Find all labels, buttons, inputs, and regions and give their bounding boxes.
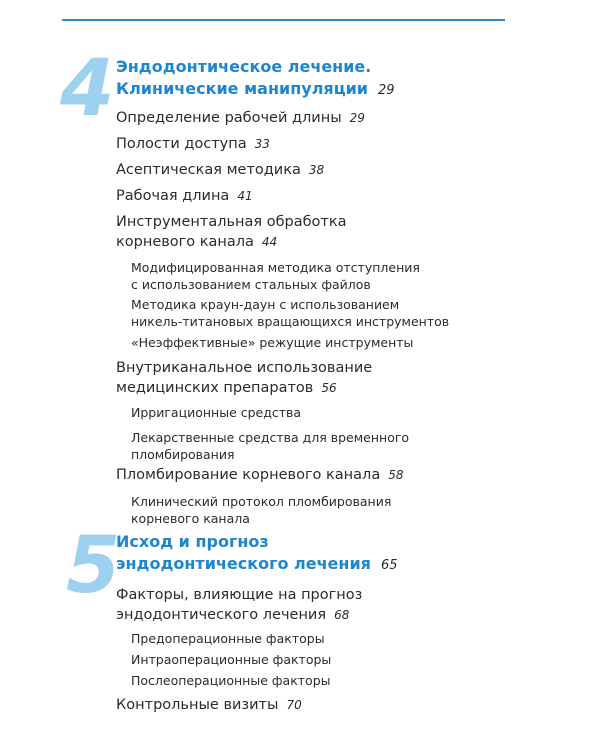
page-number: 33 xyxy=(254,137,270,151)
subentry-text: Клинический протокол пломбирования xyxy=(131,494,392,509)
chapter-title-line: Исход и прогноз xyxy=(116,532,269,551)
entry-text: Факторы, влияющие на прогноз xyxy=(116,587,363,603)
entry-text: медицинских препаратов xyxy=(116,380,314,396)
subentry-text: Ирригационные средства xyxy=(131,405,302,420)
toc-entry xyxy=(116,186,253,206)
page-number: 38 xyxy=(308,163,325,177)
entry-text: Асептическая методика xyxy=(116,162,301,178)
subentry-text: пломбирования xyxy=(131,447,235,462)
subentry-text: Интраоперационные факторы xyxy=(131,652,332,667)
page-number: 29 xyxy=(349,111,365,125)
subentry-text: Лекарственные средства для временного xyxy=(131,430,410,445)
subentry-text: Методика краун-даун с использованием xyxy=(131,297,400,312)
page-number: 29 xyxy=(377,83,395,98)
toc-entry xyxy=(116,134,270,154)
subentry-text: Послеоперационные факторы xyxy=(131,673,331,688)
toc-subentry xyxy=(131,493,391,527)
page-number: 65 xyxy=(380,558,398,573)
page-number: 44 xyxy=(261,235,278,249)
subentry-text: никель-титановых вращающихся инструментов xyxy=(131,314,450,329)
toc-subentry xyxy=(131,429,409,463)
subentry-text: с использованием стальных файлов xyxy=(131,277,371,292)
entry-text: Пломбирование корневого канала xyxy=(116,467,381,483)
entry-text: Контрольные визиты xyxy=(116,697,279,713)
toc-subentry xyxy=(131,672,331,689)
toc-subentry xyxy=(131,334,413,351)
entry-text: Внутриканальное использование xyxy=(116,360,373,376)
toc-entry xyxy=(116,160,324,180)
entry-text: эндодонтического лечения xyxy=(116,607,327,623)
toc-subentry xyxy=(131,651,331,668)
entry-text: корневого канала xyxy=(116,234,254,250)
subentry-text: Модифицированная методика отступления xyxy=(131,260,420,275)
page-number: 58 xyxy=(388,468,404,482)
toc-entry xyxy=(116,212,347,252)
toc-entry xyxy=(116,108,365,128)
toc-subentry xyxy=(131,259,420,293)
chapter-title-line: Эндодонтическое лечение. xyxy=(116,57,372,76)
top-rule xyxy=(62,19,505,21)
toc-entry xyxy=(116,358,372,398)
page-number: 68 xyxy=(334,608,350,622)
entry-text: Полости доступа xyxy=(116,136,247,152)
subentry-text: корневого канала xyxy=(131,511,250,526)
toc-entry xyxy=(116,465,403,485)
chapter-title-line: эндодонтического лечения xyxy=(116,554,371,573)
toc-entry xyxy=(116,695,302,715)
toc-subentry xyxy=(131,404,301,421)
toc-subentry xyxy=(131,296,449,330)
subentry-text: Предоперационные факторы xyxy=(131,631,325,646)
chapter-title-4 xyxy=(116,56,395,102)
toc-subentry xyxy=(131,630,325,647)
page-number: 41 xyxy=(237,189,253,203)
page-number: 70 xyxy=(286,698,302,712)
entry-text: Определение рабочей длины xyxy=(116,110,342,126)
page-number: 56 xyxy=(321,381,337,395)
chapter-title-line: Клинические манипуляции xyxy=(116,79,368,98)
subentry-text: «Неэффективные» режущие инструменты xyxy=(131,335,414,350)
entry-text: Инструментальная обработка xyxy=(116,214,347,230)
chapter-number-4: 4 xyxy=(60,44,115,134)
toc-entry xyxy=(116,585,362,625)
chapter-title-5 xyxy=(116,531,398,577)
chapter-number-5: 5 xyxy=(66,521,121,611)
entry-text: Рабочая длина xyxy=(116,188,230,204)
